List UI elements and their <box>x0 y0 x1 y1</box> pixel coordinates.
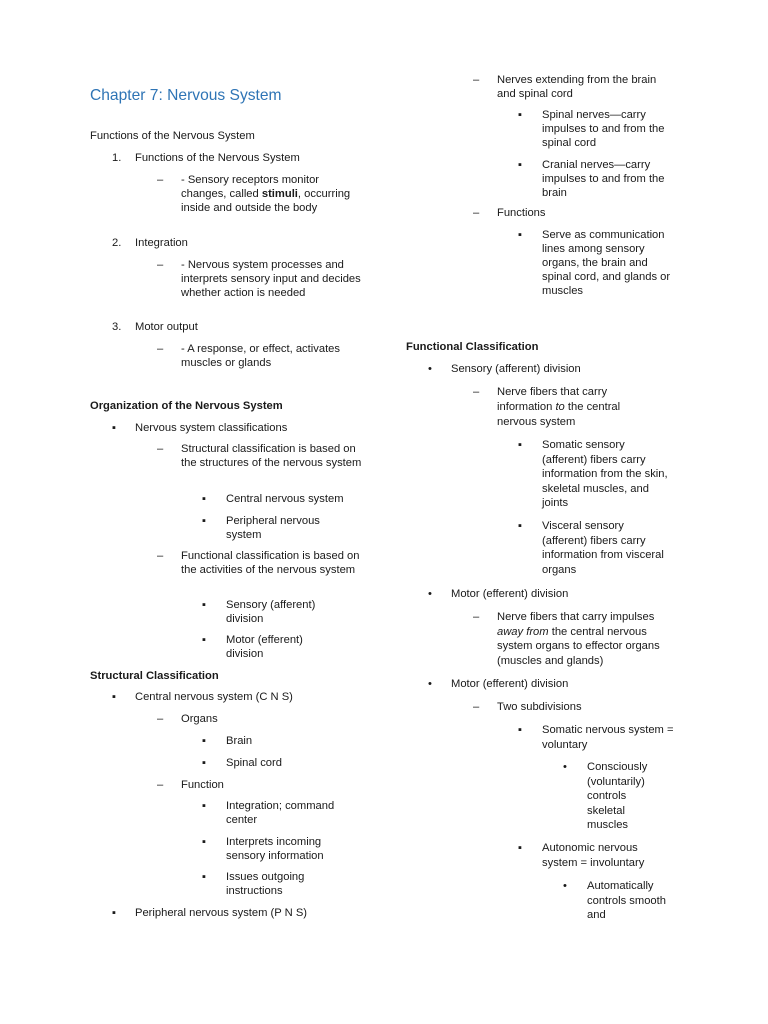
list-item-text: Two subdivisions <box>497 701 582 713</box>
dash-marker: – <box>473 207 480 219</box>
dot-marker: • <box>563 880 567 892</box>
dash-marker: – <box>157 550 164 562</box>
bullet-marker: ▪ <box>202 800 206 812</box>
bullet-marker: ▪ <box>202 515 206 527</box>
list-item-label: Motor output <box>135 321 198 333</box>
list-item-text: Visceral sensory (afferent) fibers carry information from visceral organs <box>542 520 664 576</box>
list-item-text: - Sensory receptors monitor changes, called stimuli, occurring inside and outside the body <box>181 174 351 214</box>
functional-heading: Functional Classification <box>406 341 539 353</box>
dash-marker: – <box>157 443 164 455</box>
dot-marker: • <box>428 678 432 690</box>
list-item-text: Sensory (afferent) division <box>226 599 316 625</box>
bullet-marker: ▪ <box>202 735 206 747</box>
list-item-text: - Nervous system processes and interprets sensory input and decides whether action is needed <box>181 259 361 299</box>
bullet-marker: ▪ <box>202 493 206 505</box>
list-item-text: Automatically controls smooth and <box>587 880 666 922</box>
list-item-text: Nerves extending from the brain and spinal cord <box>497 74 657 100</box>
bullet-marker: ▪ <box>202 871 206 883</box>
list-item-text: Consciously (voluntarily) controls skeletal muscles <box>587 761 648 832</box>
dash-marker: – <box>473 701 480 713</box>
dash-marker: – <box>157 259 164 271</box>
list-item-text: Central nervous system (C N S) <box>135 691 293 703</box>
list-item-text: Nervous system classifications <box>135 422 288 434</box>
list-item-text: Functional classification is based on the activities of the nervous system <box>181 550 360 576</box>
list-item-text: Issues outgoing instructions <box>226 871 305 897</box>
structural-heading: Structural Classification <box>90 670 219 682</box>
list-item-text: Interprets incoming sensory information <box>226 836 324 862</box>
list-item-label: Integration <box>135 237 188 249</box>
bullet-marker: ▪ <box>202 634 206 646</box>
list-item-text: Functions <box>497 207 546 219</box>
list-item-text: Somatic sensory (afferent) fibers carry information from the skin, skeletal muscles, and joints <box>542 439 668 510</box>
dash-marker: – <box>157 713 164 725</box>
dot-marker: • <box>428 588 432 600</box>
organization-heading: Organization of the Nervous System <box>90 400 283 412</box>
list-item-text: Sensory (afferent) division <box>451 363 581 375</box>
bullet-marker: ▪ <box>112 907 116 919</box>
list-item-text: Motor (efferent) division <box>451 678 569 690</box>
functions-heading: Functions of the Nervous System <box>90 130 255 142</box>
list-item-text: Organs <box>181 713 218 725</box>
bullet-marker: ▪ <box>518 724 522 736</box>
bullet-marker: ▪ <box>518 109 522 121</box>
list-item-text: Spinal nerves—carry impulses to and from the spinal cord <box>542 109 665 149</box>
bullet-marker: ▪ <box>518 520 522 532</box>
list-item-text: Integration; command center <box>226 800 335 826</box>
dash-marker: – <box>473 386 480 398</box>
dash-marker: – <box>473 611 480 623</box>
list-item-text: Cranial nerves—carry impulses to and from the brain <box>542 159 665 199</box>
list-item-text: Nerve fibers that carry impulses away from the central nervous system organs to effector organs (muscles and glands) <box>497 611 660 667</box>
bullet-marker: ▪ <box>518 159 522 171</box>
bullet-marker: ▪ <box>202 599 206 611</box>
dash-marker: – <box>157 779 164 791</box>
list-item-text: Function <box>181 779 224 791</box>
list-item-text: Central nervous system <box>226 493 344 505</box>
dot-marker: • <box>563 761 567 773</box>
list-item-text: Nerve fibers that carry information to the central nervous system <box>497 386 621 428</box>
list-item-text: Somatic nervous system = voluntary <box>542 724 674 751</box>
list-item-text: Peripheral nervous system (P N S) <box>135 907 308 919</box>
bullet-marker: ▪ <box>202 836 206 848</box>
list-item-label: Functions of the Nervous System <box>135 152 300 164</box>
dash-marker: – <box>473 74 480 86</box>
list-item-text: - A response, or effect, activates muscles or glands <box>181 343 340 369</box>
bullet-marker: ▪ <box>518 229 522 241</box>
dash-marker: – <box>157 343 164 355</box>
bullet-marker: ▪ <box>518 842 522 854</box>
list-item-text: Structural classification is based on the structures of the nervous system <box>181 443 362 469</box>
bullet-marker: ▪ <box>112 422 116 434</box>
bullet-marker: ▪ <box>202 757 206 769</box>
list-item-text: Spinal cord <box>226 757 282 769</box>
list-item-text: Serve as communication lines among sensory organs, the brain and spinal cord, and glands or muscles <box>542 229 671 297</box>
list-number: 1. <box>112 152 122 164</box>
bullet-marker: ▪ <box>112 691 116 703</box>
dot-marker: • <box>428 363 432 375</box>
list-item-text: Peripheral nervous system <box>226 515 320 541</box>
list-number: 3. <box>112 321 122 333</box>
list-number: 2. <box>112 237 122 249</box>
list-item-text: Motor (efferent) division <box>451 588 569 600</box>
dash-marker: – <box>157 174 164 186</box>
list-item-text: Motor (efferent) division <box>226 634 303 660</box>
page-title: Chapter 7: Nervous System <box>90 87 282 104</box>
list-item-text: Brain <box>226 735 253 747</box>
list-item-text: Autonomic nervous system = involuntary <box>542 842 645 869</box>
bullet-marker: ▪ <box>518 439 522 451</box>
